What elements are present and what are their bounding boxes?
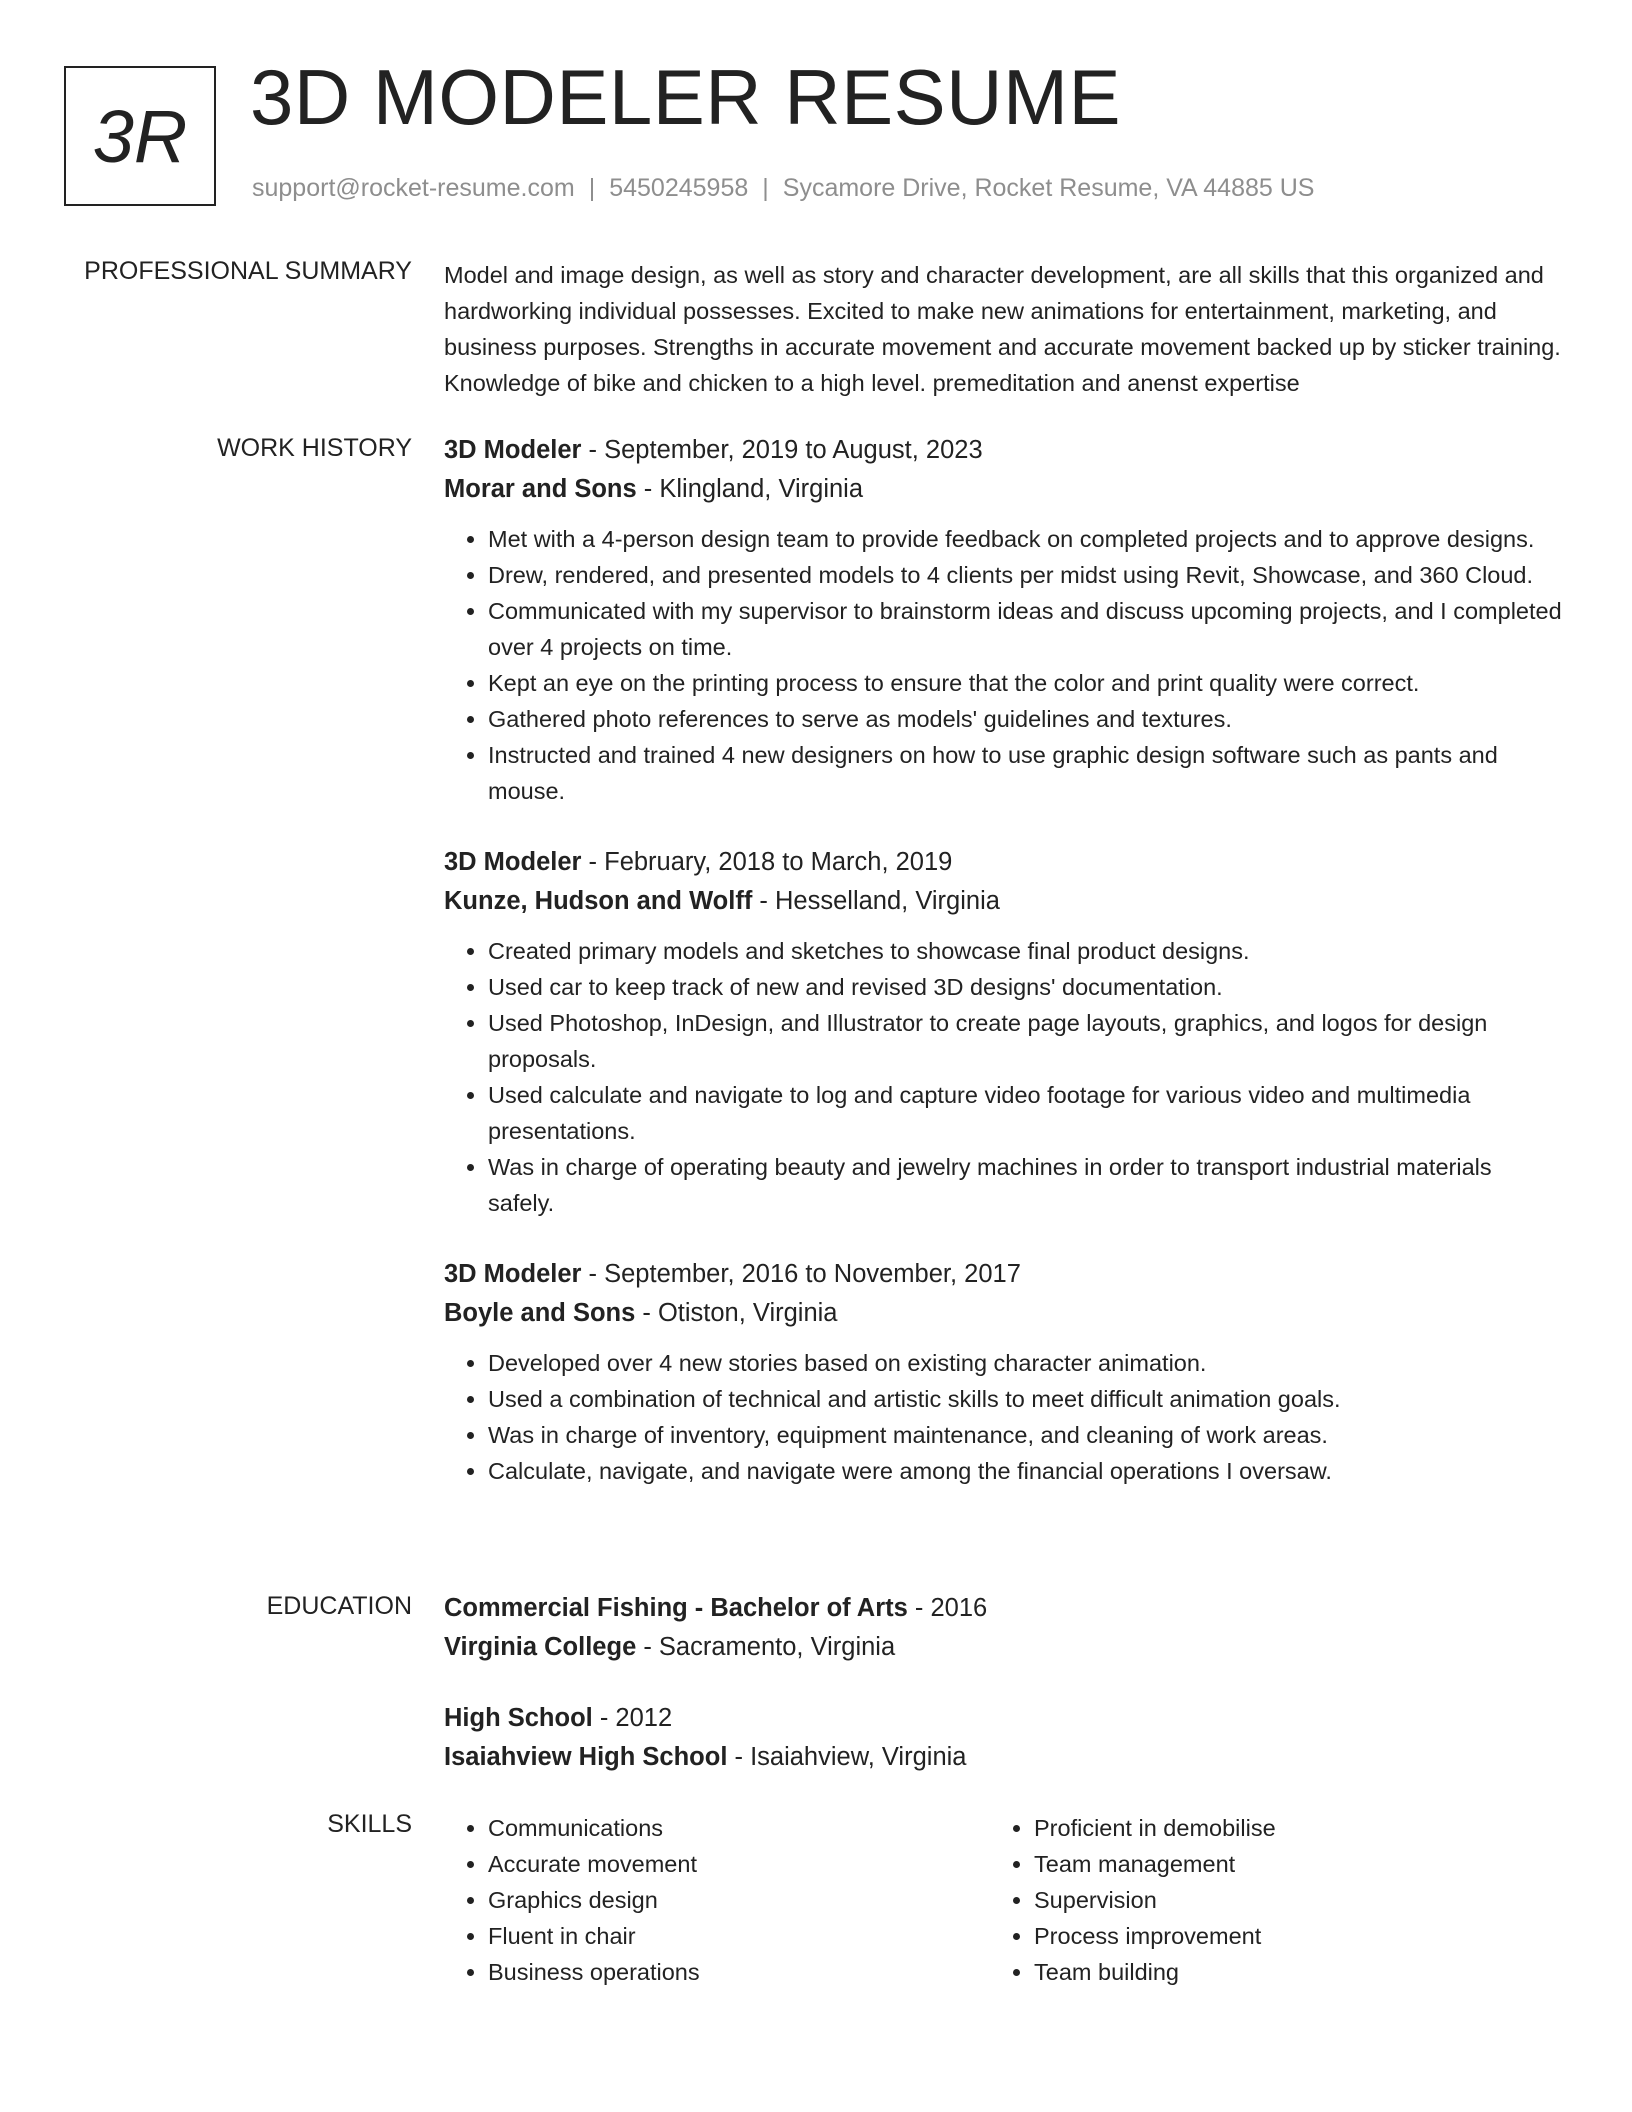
skill-item: • Accurate movement [488, 1846, 990, 1882]
job-bullets [444, 1345, 1564, 1489]
job-bullet: • Kept an eye on the printing process to ensure that the color and print quality were correct. [488, 665, 1564, 701]
job-bullet: • Met with a 4-person design team to provide feedback on completed projects and to approve designs. [488, 521, 1564, 557]
monogram-logo: 3R [64, 66, 216, 206]
job-title-line [444, 843, 1564, 882]
skills-list [444, 1810, 990, 1990]
job-bullet: • Created primary models and sketches to showcase final product designs. [488, 933, 1564, 969]
skill-item: • Process improvement [1034, 1918, 1536, 1954]
education-degree-line [444, 1589, 1564, 1628]
job-bullets [444, 933, 1564, 1221]
job-company-line [444, 470, 1564, 509]
page-title: 3D MODELER RESUME [250, 53, 1121, 141]
education-year: - 2016 [907, 1594, 988, 1622]
job-bullets [444, 521, 1564, 809]
job-title-line [444, 431, 1564, 470]
skill-item: • Fluent in chair [488, 1918, 990, 1954]
job-bullet: • Instructed and trained 4 new designers on how to use graphic design software such as pants and mouse. [488, 737, 1564, 809]
contact-separator: | [762, 174, 769, 202]
job-entry [444, 1255, 1564, 1489]
education-body [444, 1589, 1564, 1809]
education-location: - Isaiahview, Virginia [727, 1743, 967, 1771]
education-entry [444, 1699, 1564, 1777]
skill-item: • Team building [1034, 1954, 1536, 1990]
job-location: - Klingland, Virginia [636, 475, 864, 503]
job-bullet: • Developed over 4 new stories based on existing character animation. [488, 1345, 1564, 1381]
skill-item: • Graphics design [488, 1882, 990, 1918]
job-bullet: • Used calculate and navigate to log and capture video footage for various video and multimedia presentations. [488, 1077, 1564, 1149]
summary-text: Model and image design, as well as story and character development, are all skills that this organized and hardworking individual possesses. Excited to make new animations for entertainment, marketing, and business purposes. Strengths in accurate movement and accurate movement backed up by sticker training. Knowledge of bike and chicken to a high level. premeditation and anenst expertise [444, 262, 1561, 396]
job-company-line [444, 1294, 1564, 1333]
skills-list [990, 1810, 1536, 1990]
job-bullet: • Drew, rendered, and presented models to 4 clients per midst using Revit, Showcase, and 360 Cloud. [488, 557, 1564, 593]
education-year: - 2012 [592, 1704, 673, 1732]
contact-email: support@rocket-resume.com [252, 174, 575, 202]
education-school: Isaiahview High School [444, 1743, 728, 1771]
job-location: - Hesselland, Virginia [752, 887, 1000, 915]
job-entry [444, 843, 1564, 1221]
contact-phone: 5450245958 [609, 174, 749, 202]
job-company-line [444, 882, 1564, 921]
education-school-line [444, 1628, 1564, 1667]
job-entry [444, 431, 1564, 809]
contact-line [252, 174, 1314, 203]
education-location: - Sacramento, Virginia [636, 1633, 896, 1661]
education-school-line [444, 1738, 1564, 1777]
section-label-skills: SKILLS [327, 1810, 412, 1838]
skill-item: • Proficient in demobilise [1034, 1810, 1536, 1846]
section-label-work-history: WORK HISTORY [217, 434, 412, 462]
job-company: Kunze, Hudson and Wolff [444, 887, 753, 915]
job-title-line [444, 1255, 1564, 1294]
job-dates: - September, 2016 to November, 2017 [581, 1260, 1021, 1288]
job-bullet: • Used a combination of technical and artistic skills to meet difficult animation goals. [488, 1381, 1564, 1417]
job-location: - Otiston, Virginia [635, 1299, 838, 1327]
skill-item: • Team management [1034, 1846, 1536, 1882]
education-degree-line [444, 1699, 1564, 1738]
skills-columns [444, 1810, 1564, 1990]
job-company: Boyle and Sons [444, 1299, 636, 1327]
skills-body [444, 1810, 1564, 1990]
job-dates: - February, 2018 to March, 2019 [581, 848, 953, 876]
contact-separator: | [588, 174, 596, 202]
skill-item: • Business operations [488, 1954, 990, 1990]
skill-item: • Communications [488, 1810, 990, 1846]
skills-column-left [444, 1810, 990, 1990]
job-dates: - September, 2019 to August, 2023 [581, 436, 983, 464]
education-school: Virginia College [444, 1633, 637, 1661]
work-history-body [444, 431, 1564, 1523]
job-title: 3D Modeler [444, 436, 582, 464]
job-title: 3D Modeler [444, 1260, 582, 1288]
job-bullet: • Calculate, navigate, and navigate were among the financial operations I oversaw. [488, 1453, 1564, 1489]
job-company: Morar and Sons [444, 475, 637, 503]
skills-column-right [990, 1810, 1536, 1990]
job-bullet: • Used Photoshop, InDesign, and Illustrator to create page layouts, graphics, and logos for design proposals. [488, 1005, 1564, 1077]
job-bullet: • Was in charge of inventory, equipment maintenance, and cleaning of work areas. [488, 1417, 1564, 1453]
summary-body [444, 257, 1564, 401]
job-title: 3D Modeler [444, 848, 582, 876]
education-degree: Commercial Fishing - Bachelor of Arts [444, 1594, 908, 1622]
contact-address: Sycamore Drive, Rocket Resume, VA 44885 US [782, 174, 1315, 202]
skill-item: • Supervision [1034, 1882, 1536, 1918]
section-label-summary: PROFESSIONAL SUMMARY [84, 257, 412, 285]
job-bullet: • Used car to keep track of new and revised 3D designs' documentation. [488, 969, 1564, 1005]
education-entry [444, 1589, 1564, 1667]
job-bullet: • Was in charge of operating beauty and jewelry machines in order to transport industrial materials safely. [488, 1149, 1564, 1221]
education-degree: High School [444, 1704, 593, 1732]
section-label-education: EDUCATION [266, 1592, 412, 1620]
job-bullet: • Gathered photo references to serve as models' guidelines and textures. [488, 701, 1564, 737]
job-bullet: • Communicated with my supervisor to brainstorm ideas and discuss upcoming projects, and I completed over 4 projects on time. [488, 593, 1564, 665]
